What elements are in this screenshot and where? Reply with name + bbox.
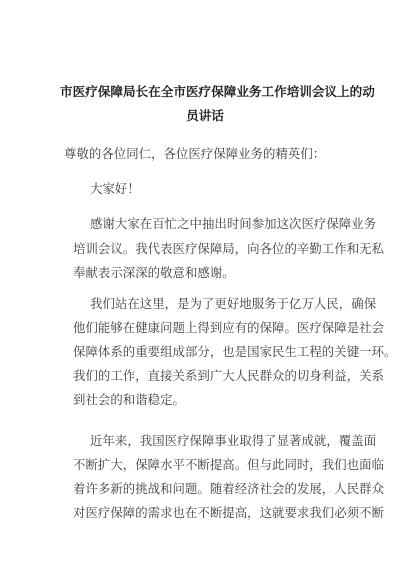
paragraph-2-line-5: 到社会的和谐稳定。 [73, 392, 185, 407]
document-title [60, 80, 375, 128]
paragraph-3-line-4: 对医疗保障的需求也在不断提高，这就要求我们必须不断 [73, 505, 385, 520]
paragraph-2-line-3: 保障体系的重要组成部分，也是国家民生工程的关键一环。 [73, 344, 397, 359]
title-line-1: 市医疗保障局长在全市医疗保障业务工作培训会议上的动 [60, 84, 375, 99]
paragraph-1-line-1: 感谢大家在百忙之中抽出时间参加这次医疗保障业务 [90, 216, 377, 231]
paragraph-3-line-1: 近年来，我国医疗保障事业取得了显著成就，覆盖面 [90, 433, 377, 448]
paragraph-2-line-1: 我们站在这里，是为了更好地服务于亿万人民，确保 [90, 296, 377, 311]
salutation: 尊敬的各位同仁，各位医疗保障业务的精英们： [64, 146, 326, 161]
paragraph-3-line-3: 着许多新的挑战和问题。随着经济社会的发展，人民群众 [73, 481, 385, 496]
paragraph-3-line-2: 不断扩大，保障水平不断提高。但与此同时，我们也面临 [73, 457, 385, 472]
paragraph-2-line-4: 我们的工作，直接关系到广大人民群众的切身利益，关系 [73, 368, 385, 383]
paragraph-2-line-2: 他们能够在健康问题上得到应有的保障。医疗保障是社会 [73, 320, 385, 335]
title-line-2: 员讲话 [186, 108, 224, 123]
paragraph-1-line-3: 奉献表示深深的敬意和感谢。 [73, 265, 235, 280]
greeting: 大家好！ [90, 181, 140, 196]
paragraph-1-line-2: 培训会议。我代表医疗保障局，向各位的辛勤工作和无私 [73, 241, 385, 256]
